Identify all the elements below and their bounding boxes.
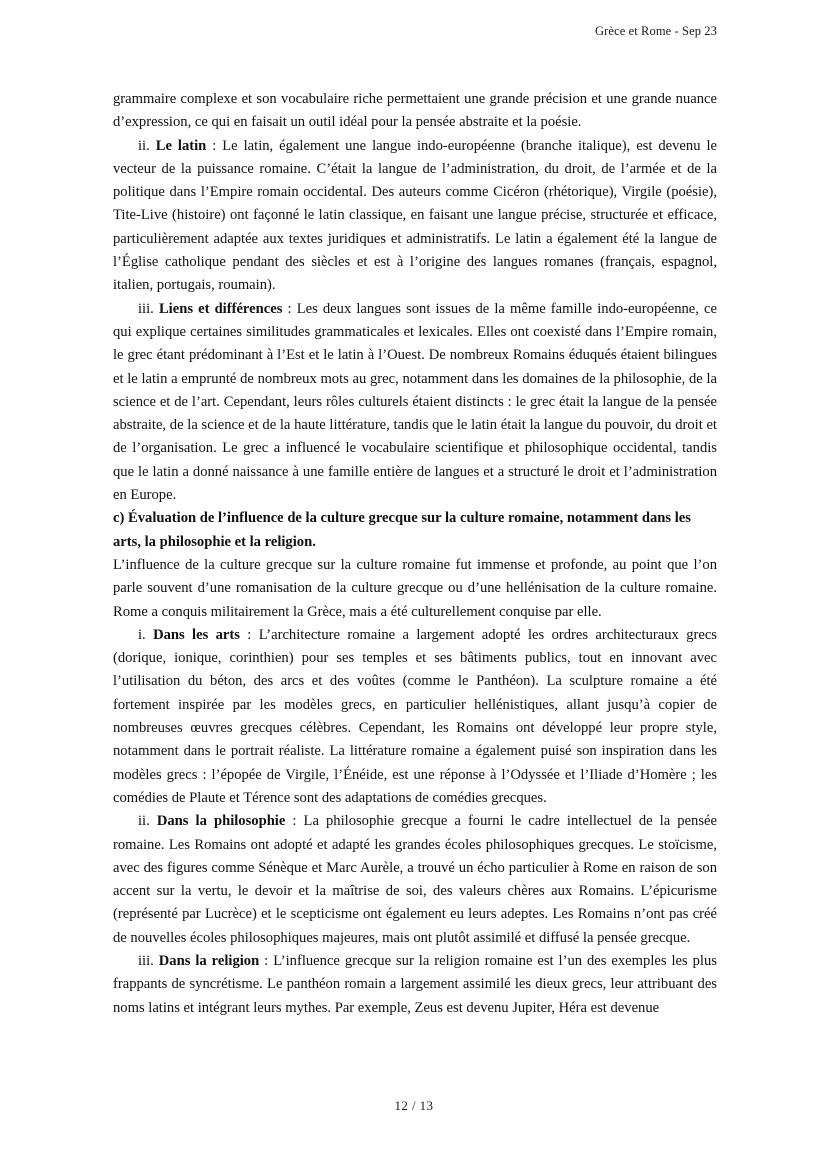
list-item-text: La philosophie grecque a fourni le cadre intellectuel de la pensée romaine. Les Romains ont adopté et adapté les grandes écoles philosophiques grecques. Le stoïcisme, avec des figures comme Sénèque et Marc Aurèle, a trouvé un écho particulier à Rome en raison de son accent sur la vertu, le devoir et la maîtrise de soi, des valeurs chères aux Romains. L’épicurisme (représenté par Lucrèce) et le scepticisme ont également eu leurs adeptes. Les Romains n’ont pas créé de nouvelles écoles philosophiques majeures, mais ont plutôt assimilé et diffusé la pensée grecque. (113, 813, 717, 946)
list-item-marker: ii. (138, 137, 150, 154)
list-item-liens-et-differences (113, 298, 717, 508)
list-item-latin (113, 135, 717, 298)
list-item-marker: iii. (138, 300, 154, 317)
list-item-text: Le latin, également une langue indo-européenne (branche italique), est devenu le vecteur de la puissance romaine. C’était la langue de l’administration, du droit, de l’armée et de la politique dans l’Empire romain occidental. Des auteurs comme Cicéron (rhétorique), Virgile (poésie), Tite-Live (histoire) ont façonné le latin classique, en faisant une langue précise, structurée et efficace, particulièrement adaptée aux textes juridiques et administratifs. Le latin a également été la langue de l’Église catholique pendant des siècles et est à l’origine des langues romanes (français, espagnol, italien, portugais, roumain). (113, 137, 717, 294)
list-item-dans-la-philosophie (113, 810, 717, 950)
list-item-marker: ii. (138, 813, 150, 830)
list-item-label: Dans la philosophie (156, 813, 286, 830)
section-heading-c: c) Évaluation de l’influence de la culture grecque sur la culture romaine, notamment dans les arts, la philosophie et la religion. (113, 510, 691, 550)
paragraph-continued: grammaire complexe et son vocabulaire riche permettaient une grande précision et une grande nuance d’expression, ce qui en faisait un outil idéal pour la pensée abstraite et la poésie. (113, 91, 717, 131)
list-item-label: Dans les arts (153, 626, 240, 643)
list-item-separator: : (285, 813, 304, 830)
list-item-dans-les-arts (113, 624, 717, 810)
list-item-label: Dans la religion (158, 952, 260, 969)
list-item-label: Le latin (155, 137, 207, 154)
list-item-text: L’architecture romaine a largement adopté les ordres architecturaux grecs (dorique, ionique, corinthien) pour ses temples et ses bâtiments publics, tout en innovant avec l’utilisation du béton, des arcs et des voûtes (comme le Panthéon). La sculpture romaine a été fortement inspirée par les modèles grecs, en particulier hellénistiques, allant jusqu’à copier de nombreuses œuvres grecques célèbres. Cependant, les Romains ont développé leur propre style, notamment dans le portrait réaliste. La littérature romaine a également puisé son inspiration dans les modèles grecs : l’épopée de Virgile, l’Énéide, est une réponse à l’Odyssée et l’Iliade d’Homère ; les comédies de Plaute et Térence sont des adaptations de comédies grecques. (113, 626, 717, 806)
list-item-label: Liens et différences (158, 300, 283, 317)
section-intro-paragraph: L’influence de la culture grecque sur la culture romaine fut immense et profonde, au point que l’on parle souvent d’une romanisation de la culture grecque ou d’une hellénisation de la culture romaine. Rome a conquis militairement la Grèce, mais a été culturellement conquise par elle. (113, 556, 717, 620)
running-header: Grèce et Rome - Sep 23 (595, 24, 717, 38)
list-item-marker: i. (138, 626, 146, 643)
list-item-dans-la-religion (113, 950, 717, 1020)
page-footer: 12 / 13 (394, 1098, 434, 1113)
list-item-text: L’influence grecque sur la religion romaine est l’un des exemples les plus frappants de syncrétisme. Le panthéon romain a largement assimilé les dieux grecs, leur attribuant des noms latins et intégrant leurs mythes. Par exemple, Zeus est devenu Jupiter, Héra est devenue (113, 952, 717, 1016)
page-content (113, 88, 717, 1020)
list-item-marker: iii. (138, 952, 154, 969)
list-item-separator: : (206, 137, 223, 154)
list-item-separator: : (239, 626, 259, 643)
list-item-text: Les deux langues sont issues de la même famille indo-européenne, ce qui explique certaines similitudes grammaticales et lexicales. Elles ont coexisté dans l’Empire romain, le grec étant prédominant à l’Est et le latin à l’Ouest. De nombreux Romains éduqués étaient bilingues et le latin a emprunté de nombreux mots au grec, notamment dans les domaines de la philosophie, de la science et de l’art. Cependant, leurs rôles culturels étaient distincts : le grec était la langue de la pensée abstraite, de la science et de la haute littérature, tandis que le latin était la langue du pouvoir, du droit et de l’organisation. Le grec a influencé le vocabulaire scientifique et philosophique occidental, tandis que le latin a donné naissance à une famille entière de langues et a structuré le droit et l’administration en Europe. (113, 300, 718, 504)
list-item-separator: : (282, 300, 297, 317)
list-item-separator: : (259, 952, 274, 969)
